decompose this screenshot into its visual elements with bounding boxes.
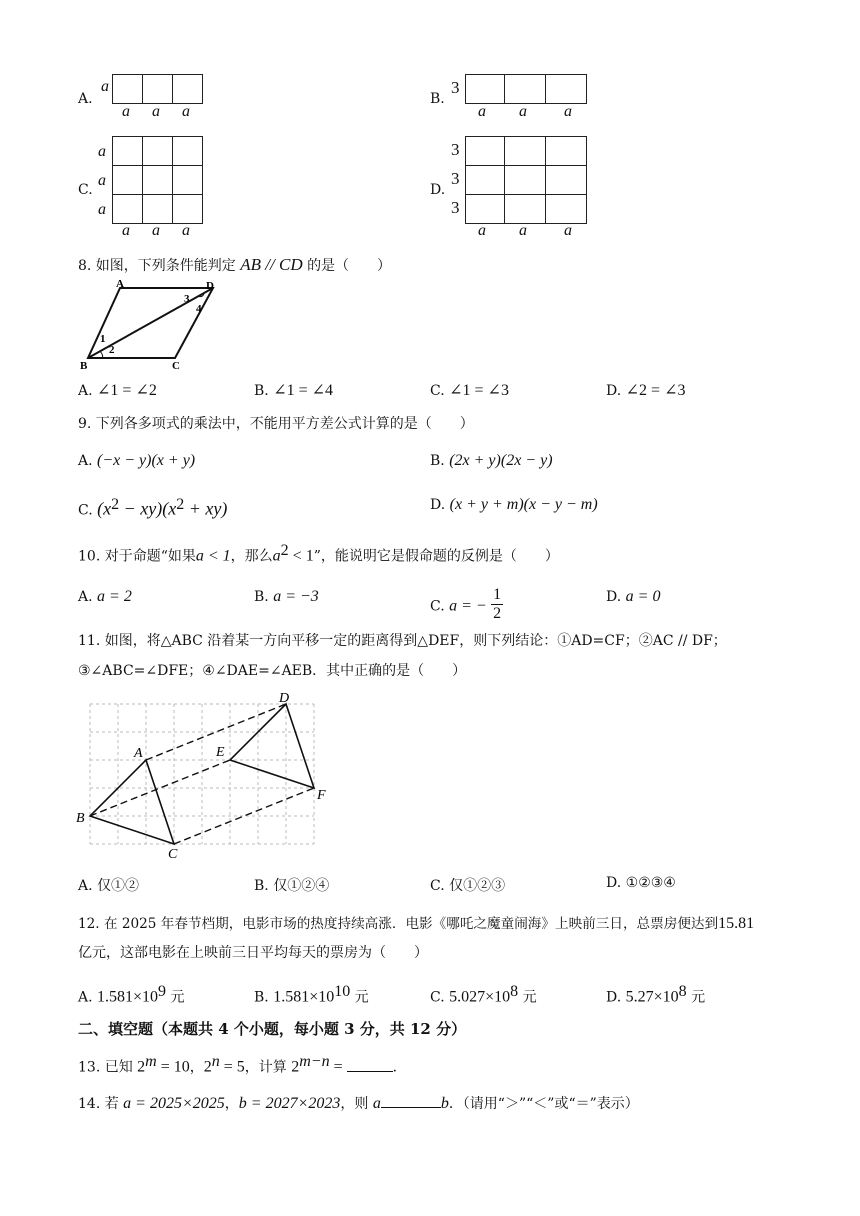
answer-blank[interactable] xyxy=(381,1107,441,1108)
vertex-label-c: C xyxy=(172,360,180,372)
option-b[interactable]: B. 仅①②④ xyxy=(254,878,330,894)
bottom-label: a xyxy=(122,222,130,239)
q11-stem-line2: ③∠ABC=∠DFE；④∠DAE=∠AEB．其中正确的是（ ） xyxy=(78,663,467,679)
vertex-label-a: A xyxy=(134,746,143,761)
bottom-label: a xyxy=(122,103,130,120)
side-label: 3 xyxy=(451,140,460,159)
option-letter: C. xyxy=(78,182,93,198)
option-c[interactable]: C. $(x^2 - xy)(x^2 + xy)$ xyxy=(78,496,228,519)
option-d[interactable]: D. $5.27\times 10^8$ 元 xyxy=(606,983,706,1006)
parallelogram-figure xyxy=(78,278,228,372)
q14-stem: 14. 若 a = 2025×2025，b = 2027×2023，则 a b．（请用“＞”“＜”或“＝”表示） xyxy=(78,1095,639,1112)
option-a[interactable]: A. $1.581\times 10^9$ 元 xyxy=(78,983,185,1006)
bottom-label: a xyxy=(519,222,527,239)
bottom-label: a xyxy=(478,222,486,239)
vertex-label-b: B xyxy=(76,811,85,826)
option-d[interactable]: D. ①②③④ xyxy=(606,875,676,891)
option-a[interactable]: A. a = 2 xyxy=(78,588,132,605)
option-b[interactable]: B. ∠1 = ∠4 xyxy=(254,382,334,399)
side-label: 3 xyxy=(451,169,460,188)
angle-label-3: 3 xyxy=(184,293,190,305)
option-a[interactable]: A. ∠1 = ∠2 xyxy=(78,382,157,399)
area-grid xyxy=(112,74,203,104)
bottom-label: a xyxy=(182,222,190,239)
bottom-label: a xyxy=(182,103,190,120)
q11-stem-line1: 11. 如图，将△ABC 沿着某一方向平移一定的距离得到△DEF，则下列结论：①AD=CF；②AC // DF； xyxy=(78,633,727,649)
area-grid xyxy=(465,74,587,104)
option-d[interactable]: D. ∠2 = ∠3 xyxy=(606,382,686,399)
bottom-label: a xyxy=(564,222,572,239)
option-b[interactable]: B. a = −3 xyxy=(254,588,319,605)
option-b[interactable]: B. $1.581\times 10^{10}$ 元 xyxy=(254,983,369,1006)
q12-stem-line1: 12. 在 2025 年春节档期，电影市场的热度持续高涨．电影《哪吒之魔童闹海》上映前三日，总票房便达到15.81 xyxy=(78,915,755,932)
answer-blank[interactable] xyxy=(347,1071,393,1072)
option-d[interactable]: D. a = 0 xyxy=(606,588,661,605)
bottom-label: a xyxy=(152,222,160,239)
angle-label-2: 2 xyxy=(109,344,115,356)
fraction: $\frac{1}{2}$ xyxy=(493,586,502,622)
area-grid xyxy=(465,136,587,224)
side-label: a xyxy=(98,172,106,189)
vertex-label-f: F xyxy=(317,788,326,803)
side-label: a xyxy=(98,143,106,160)
side-label: a xyxy=(98,201,106,218)
option-d[interactable]: D. (x + y + m)(x − y − m) xyxy=(430,496,598,513)
stem-math: AB // CD xyxy=(240,255,303,274)
bottom-label: a xyxy=(152,103,160,120)
q13-stem: 13. 已知 $2^m = 10$，$2^n = 5$，计算 $2^{m-n}$ = ． xyxy=(78,1053,407,1076)
q8-stem: 8. 如图，下列条件能判定 AB // CD 的是（ ） xyxy=(78,255,392,274)
vertex-label-d: D xyxy=(279,691,290,706)
vertex-label-b: B xyxy=(80,360,88,372)
option-letter: A. xyxy=(78,91,93,107)
angle-label-1: 1 xyxy=(100,333,106,345)
option-c[interactable]: C. a = − $\frac{1}{2}$ xyxy=(430,586,502,622)
option-b[interactable]: B. (2x + y)(2x − y) xyxy=(430,452,553,469)
side-label: a xyxy=(101,78,109,95)
translation-figure xyxy=(74,690,344,862)
side-label: 3 xyxy=(451,78,460,97)
area-grid xyxy=(112,136,203,224)
vertex-label-d: D xyxy=(206,280,214,292)
section-title: 二、填空题（本题共 4 个小题，每小题 3 分，共 12 分） xyxy=(78,1020,467,1038)
bottom-label: a xyxy=(478,103,486,120)
bottom-label: a xyxy=(564,103,572,120)
option-letter: D. xyxy=(430,182,446,198)
vertex-label-a: A xyxy=(116,278,124,290)
option-c[interactable]: C. $5.027\times 10^8$ 元 xyxy=(430,983,537,1006)
vertex-label-c: C xyxy=(168,847,178,862)
side-label: 3 xyxy=(451,198,460,217)
option-a[interactable]: A. (−x − y)(x + y) xyxy=(78,452,196,469)
angle-label-4: 4 xyxy=(196,303,202,315)
vertex-label-e: E xyxy=(216,745,225,760)
option-c[interactable]: C. ∠1 = ∠3 xyxy=(430,382,509,399)
q10-stem: 10. 对于命题“如果a < 1，那么$a^2 < 1$”，能说明它是假命题的反例是（ ） xyxy=(78,542,559,565)
option-letter: B. xyxy=(430,91,445,107)
q12-stem-line2: 亿元，这部电影在上映前三日平均每天的票房为（ ） xyxy=(78,945,428,961)
bottom-label: a xyxy=(519,103,527,120)
q9-stem: 9. 下列各多项式的乘法中，不能用平方差公式计算的是（ ） xyxy=(78,416,474,432)
option-c[interactable]: C. 仅①②③ xyxy=(430,878,506,894)
option-a[interactable]: A. 仅①② xyxy=(78,878,140,894)
